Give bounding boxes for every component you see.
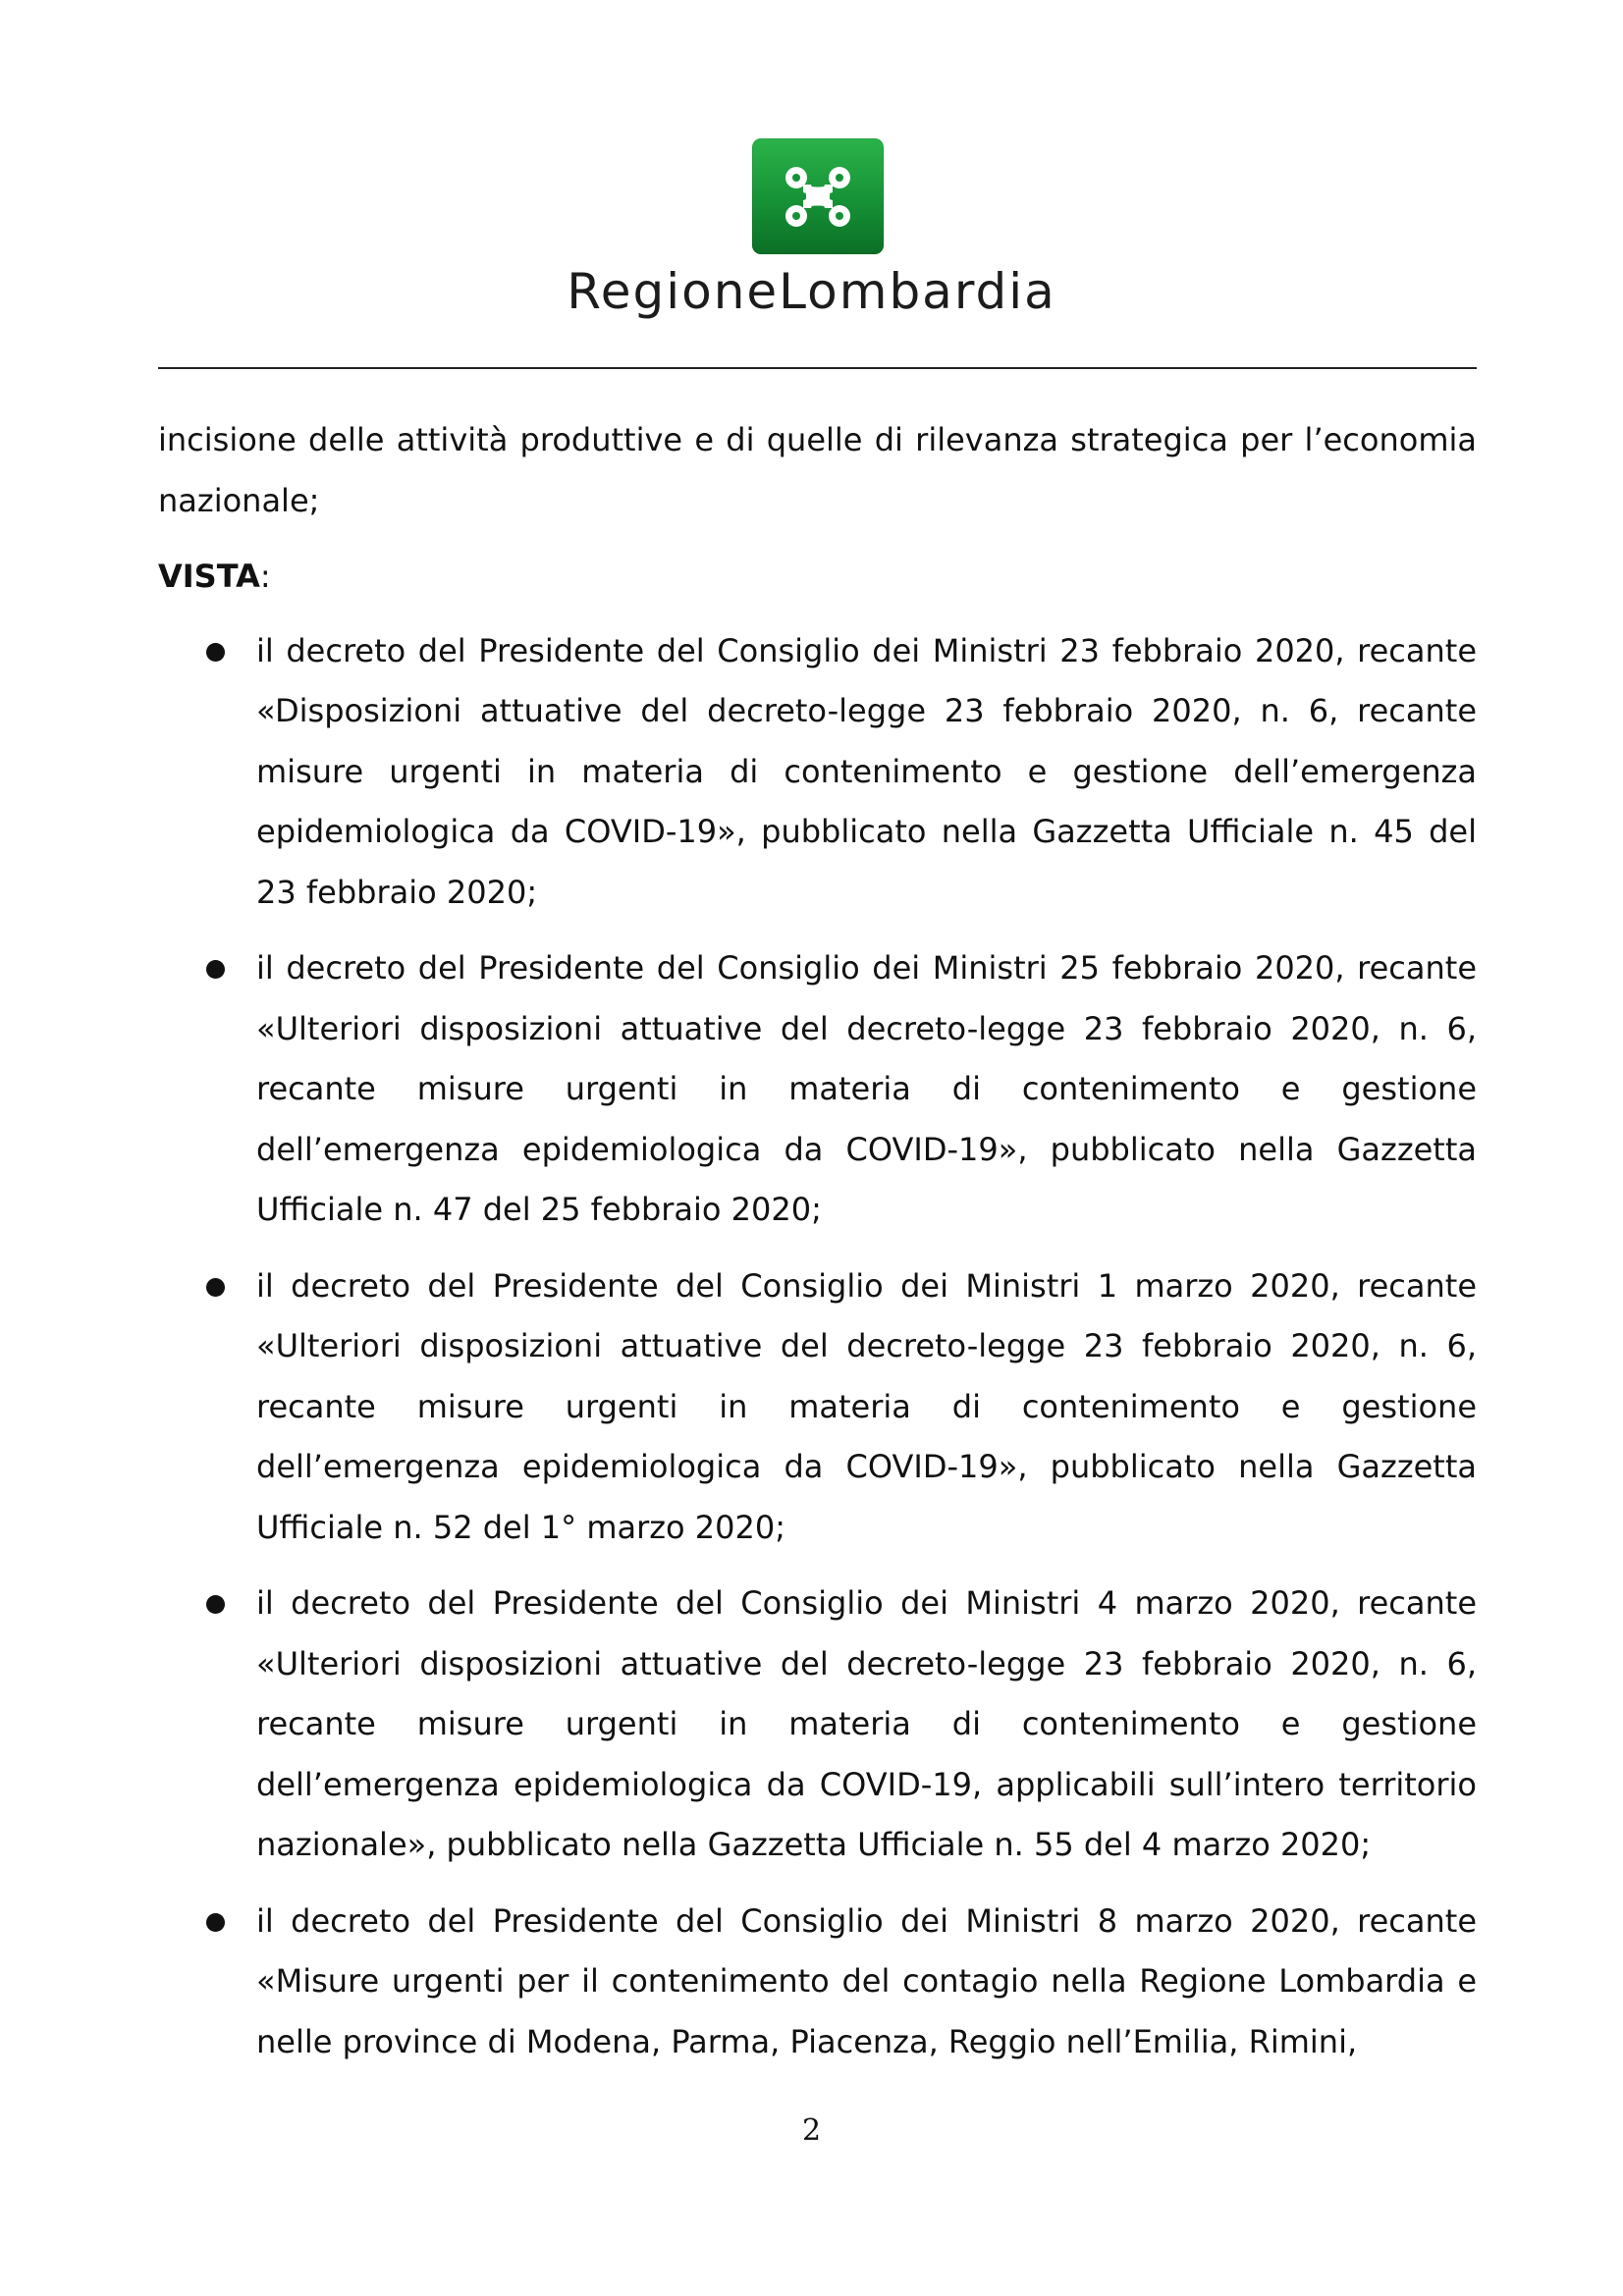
page-number: 2 [801,2113,822,2148]
decree-text: il decreto del Presidente del Consiglio dei Ministri 1 marzo 2020, recante «Ulteriori disposizioni attuative del decreto-legge 23 febbraio 2020, n. 6, recante misure urgenti in materia di contenimento e gestione dell’emergenza epidemiologica da COVID-19», pubblicato nella Gazzetta Ufficiale n. 52 del 1° marzo 2020; [256,1266,1477,1546]
intro-paragraph: incisione delle attività produttive e di quelle di rilevanza strategica per l’economia nazionale; [158,421,1477,519]
list-item [158,621,1477,924]
logo-wordmark: RegioneLombardia [567,263,1056,320]
decree-list [158,621,1477,2073]
logo-emblem [752,138,884,254]
header-divider [158,367,1477,369]
list-item [158,1256,1477,1559]
bullet-icon [206,960,225,979]
vista-suffix: : [259,558,271,595]
decree-text: il decreto del Presidente del Consiglio dei Ministri 8 marzo 2020, recante «Misure urgenti per il contenimento del contagio nella Regione Lombardia e nelle province di Modena, Parma, Piacenza, Reggio nell’Emilia, Rimini, [256,1901,1477,2060]
decree-text: il decreto del Presidente del Consiglio dei Ministri 23 febbraio 2020, recante «Disposizioni attuative del decreto-legge 23 febbraio 2020, n. 6, recante misure urgenti in materia di contenimento e gestione dell’emergenza epidemiologica da COVID-19», pubblicato nella Gazzetta Ufficiale n. 45 del 23 febbraio 2020; [256,631,1477,911]
bullet-icon [206,1595,225,1614]
list-item [158,1574,1477,1876]
bullet-icon [206,1278,225,1297]
bullet-icon [206,1913,225,1932]
rosa-camuna-icon [752,138,884,254]
decree-text: il decreto del Presidente del Consiglio dei Ministri 4 marzo 2020, recante «Ulteriori disposizioni attuative del decreto-legge 23 febbraio 2020, n. 6, recante misure urgenti in materia di contenimento e gestione dell’emergenza epidemiologica da COVID-19, applicabili sull’intero territorio nazionale», pubblicato nella Gazzetta Ufficiale n. 55 del 4 marzo 2020; [256,1584,1477,1863]
document-header [0,0,1623,373]
bullet-icon [206,643,225,662]
list-item [158,1892,1477,2073]
decree-text: il decreto del Presidente del Consiglio dei Ministri 25 febbraio 2020, recante «Ulteriori disposizioni attuative del decreto-legge 23 febbraio 2020, n. 6, recante misure urgenti in materia di contenimento e gestione dell’emergenza epidemiologica da COVID-19», pubblicato nella Gazzetta Ufficiale n. 47 del 25 febbraio 2020; [256,949,1477,1228]
vista-heading [158,547,1477,608]
vista-label: VISTA [158,558,260,595]
document-body [158,410,1477,2088]
list-item [158,938,1477,1241]
